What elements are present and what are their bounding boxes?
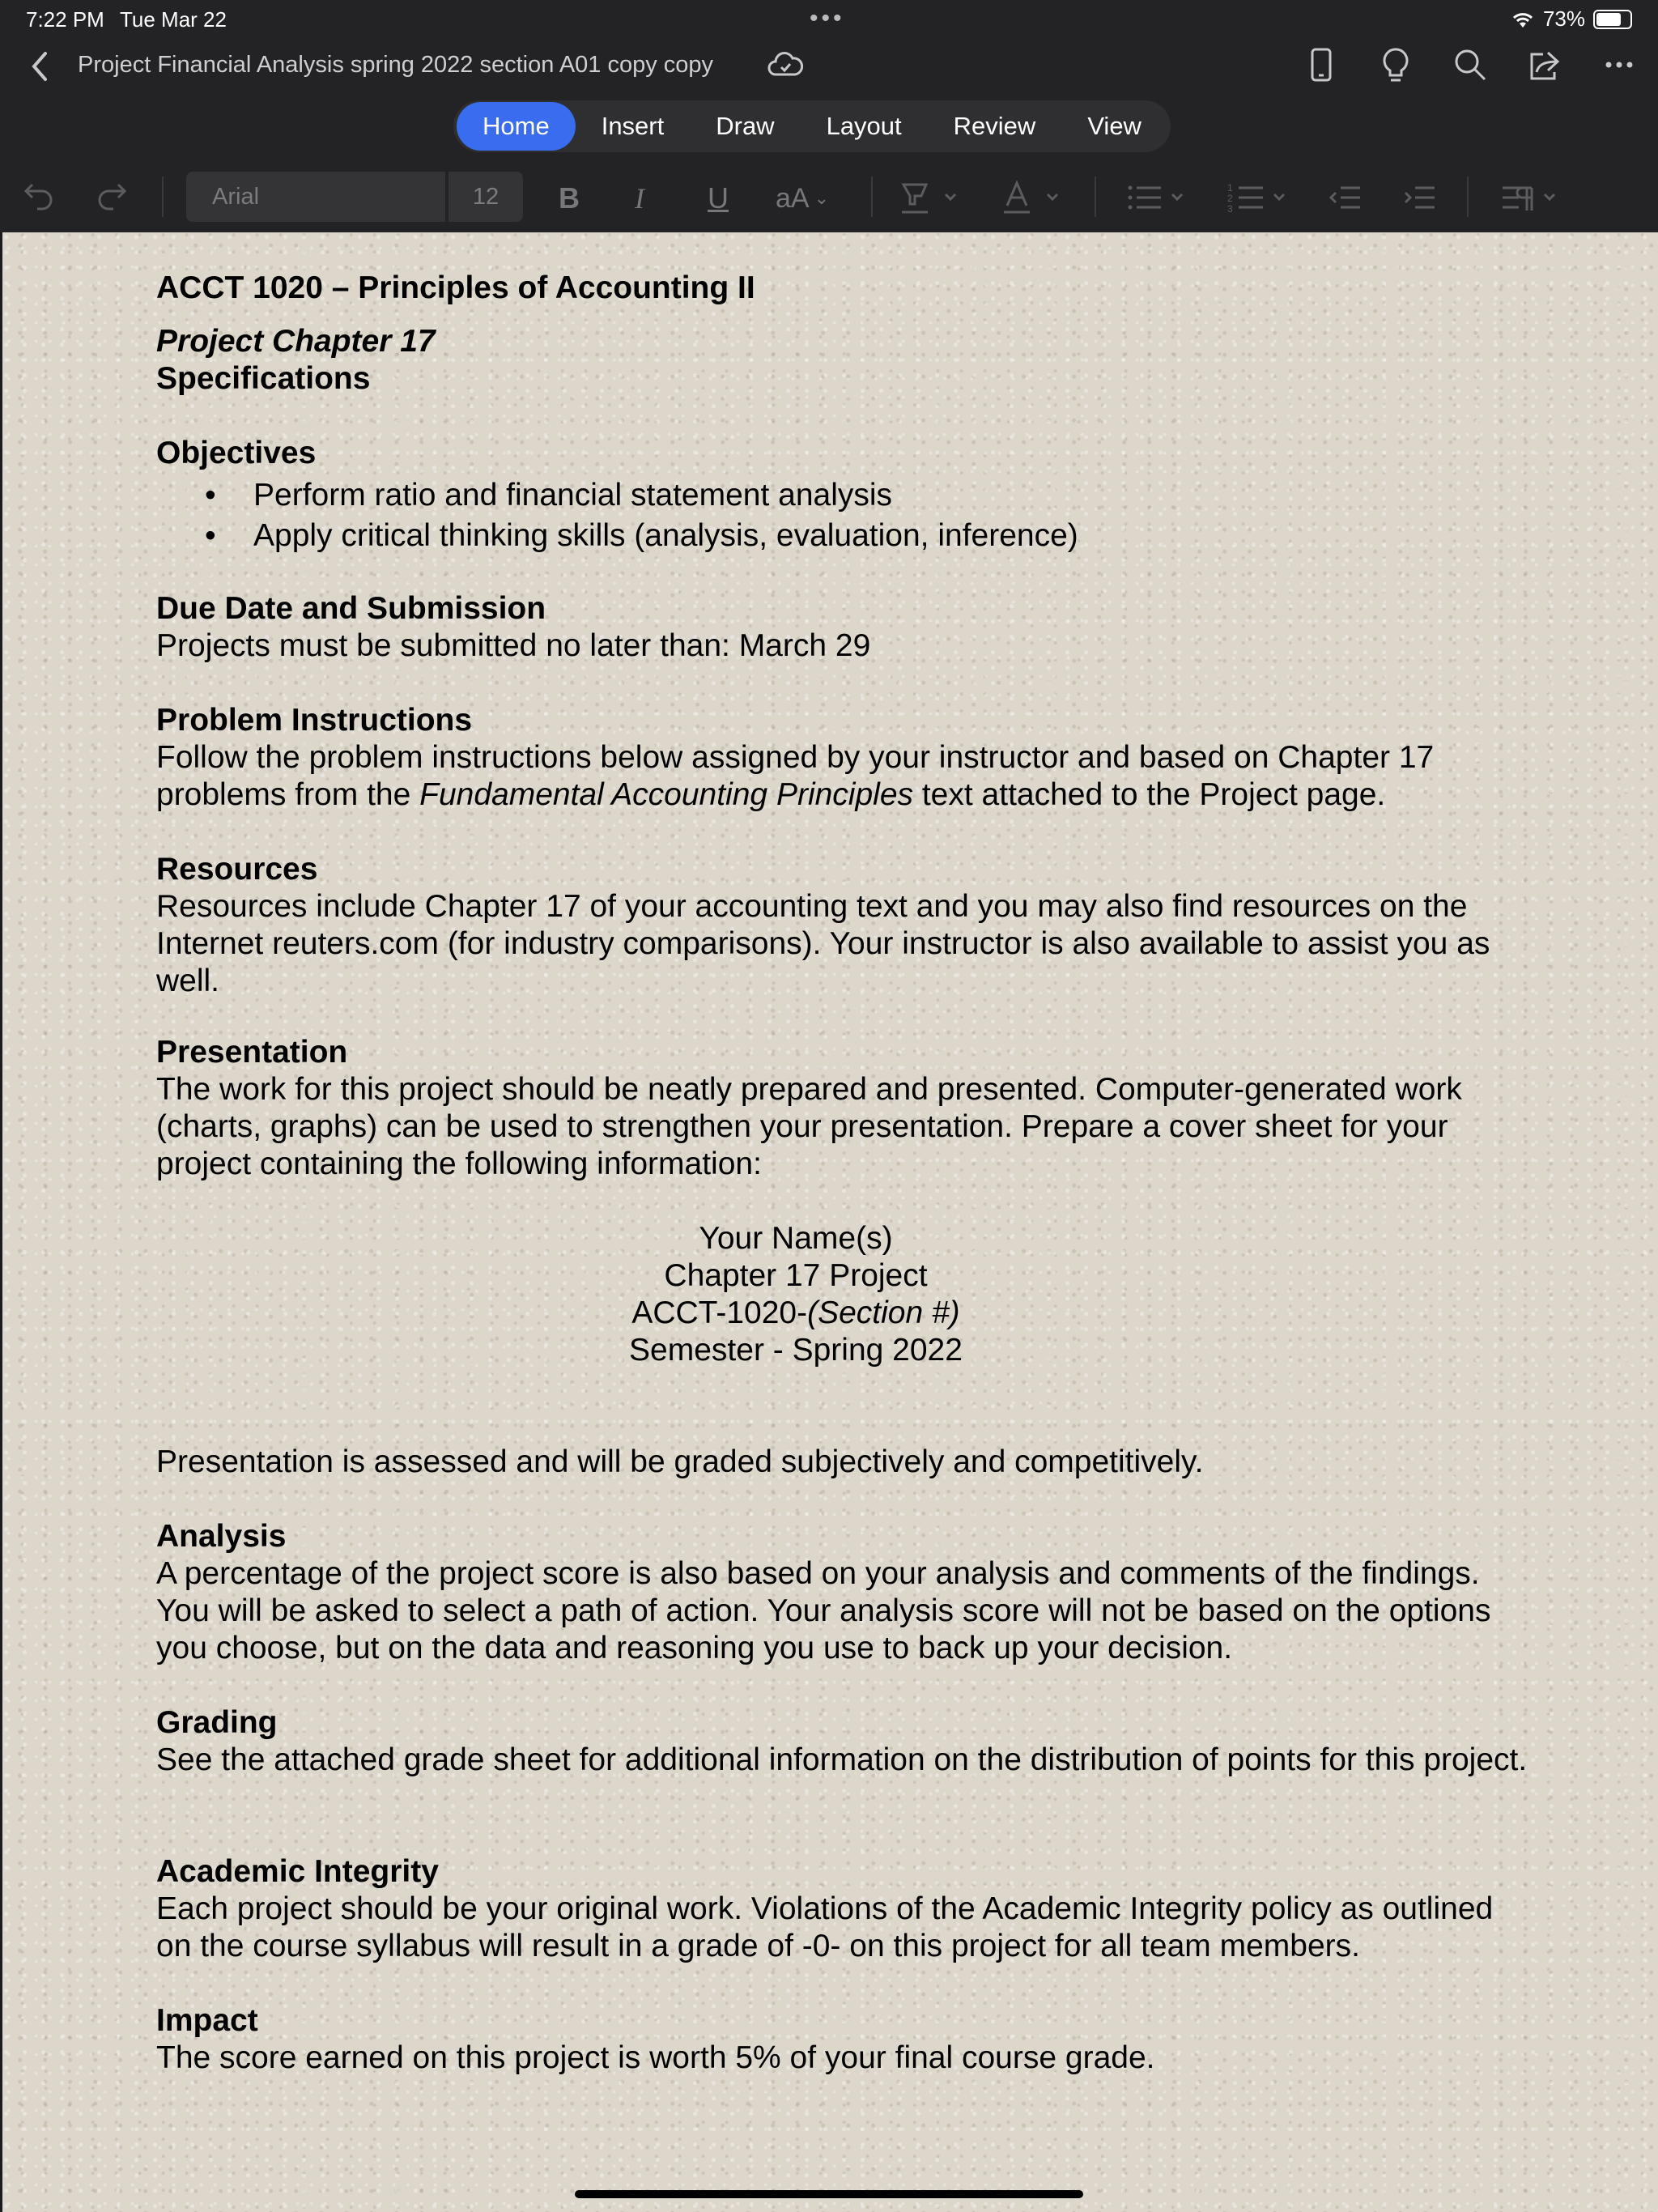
document-title[interactable]: Project Financial Analysis spring 2022 section A01 copy copy xyxy=(78,52,714,78)
bold-button[interactable]: B xyxy=(559,181,580,215)
highlighter-icon[interactable] xyxy=(899,180,963,215)
cover-sheet-block xyxy=(59,1220,1533,1369)
chevron-down-icon: ⌄ xyxy=(814,188,830,208)
problem-text-start: Follow the problem instructions below assigned by your instructor and based on Chapter 17 problems from the xyxy=(156,740,1435,812)
resources-heading: Resources xyxy=(156,852,318,887)
back-chevron-icon[interactable] xyxy=(24,47,57,86)
cover-course xyxy=(59,1295,1533,1332)
tab-review[interactable]: Review xyxy=(953,112,1036,140)
redo-icon[interactable] xyxy=(94,180,130,212)
cover-semester: Semester - Spring 2022 xyxy=(629,1333,963,1368)
document-body[interactable] xyxy=(156,270,1533,2077)
svg-text:1: 1 xyxy=(1227,182,1233,194)
cover-project: Chapter 17 Project xyxy=(664,1258,928,1293)
home-indicator[interactable] xyxy=(575,2190,1083,2198)
cover-course-code: ACCT-1020- xyxy=(631,1295,808,1330)
impact-heading: Impact xyxy=(156,2003,258,2038)
battery-icon xyxy=(1593,10,1632,29)
grading-heading: Grading xyxy=(156,1705,278,1740)
battery-percent: 73% xyxy=(1542,6,1585,31)
status-time: 7:22 PM xyxy=(26,7,104,32)
toolbar-divider xyxy=(1467,177,1469,217)
ribbon-tabs xyxy=(453,100,1171,152)
due-heading: Due Date and Submission xyxy=(156,591,546,626)
status-date: Tue Mar 22 xyxy=(120,7,227,32)
due-text: Projects must be submitted no later than: March 29 xyxy=(156,628,871,663)
svg-text:3: 3 xyxy=(1227,203,1233,215)
toolbar-divider xyxy=(1095,177,1096,217)
tab-home[interactable]: Home xyxy=(457,102,576,151)
search-icon[interactable] xyxy=(1449,42,1491,87)
resources-text: Resources include Chapter 17 of your accounting text and you may also find resources on the Internet reuters.com (for industry comparisons). Your instructor is also available to assist you as well. xyxy=(156,889,1490,998)
svg-text:2: 2 xyxy=(1227,193,1233,204)
cloud-sync-icon[interactable] xyxy=(766,49,805,81)
tab-view[interactable]: View xyxy=(1087,112,1141,140)
numbered-list-icon[interactable] xyxy=(1227,180,1292,215)
course-title: ACCT 1020 – Principles of Accounting II xyxy=(156,270,755,305)
analysis-heading: Analysis xyxy=(156,1519,287,1554)
app-header xyxy=(0,0,1658,232)
objectives-list xyxy=(156,475,1533,556)
presentation-text: The work for this project should be neatly prepared and presented. Computer-generated work (charts, graphs) can be used to strengthen your presentation. Prepare a cover sheet for your project containing the following information: xyxy=(156,1072,1462,1181)
objectives-heading: Objectives xyxy=(156,436,317,470)
title-bar-actions xyxy=(1300,42,1640,87)
bullet-list-icon[interactable] xyxy=(1125,180,1190,215)
wifi-icon xyxy=(1511,10,1535,29)
toolbar-divider xyxy=(871,177,873,217)
lightbulb-icon[interactable] xyxy=(1375,42,1417,87)
status-right xyxy=(1511,6,1632,32)
integrity-heading: Academic Integrity xyxy=(156,1854,439,1889)
toolbar-divider xyxy=(162,177,164,217)
italic-button[interactable]: I xyxy=(635,182,644,215)
paragraph-format-icon[interactable] xyxy=(1499,180,1564,215)
increase-indent-icon[interactable] xyxy=(1402,180,1438,215)
cover-name: Your Name(s) xyxy=(699,1221,893,1256)
problem-text xyxy=(156,739,1533,814)
text-case-label: aA xyxy=(776,182,810,214)
font-size-field[interactable]: 12 xyxy=(449,172,523,222)
tab-draw[interactable]: Draw xyxy=(716,112,775,140)
font-color-icon[interactable] xyxy=(1001,180,1065,215)
integrity-text: Each project should be your original work. Violations of the Academic Integrity policy as outlined on the course syllabus will result in a grade of -0- on this project for all team members. xyxy=(156,1891,1494,1963)
grading-text: See the attached grade sheet for additional information on the distribution of points for this project. xyxy=(156,1742,1528,1777)
list-item: • Apply critical thinking skills (analysis, evaluation, inference) xyxy=(156,516,1533,556)
project-line: Project Chapter 17 xyxy=(156,324,436,359)
undo-icon[interactable] xyxy=(21,180,57,212)
tab-layout[interactable]: Layout xyxy=(826,112,902,140)
impact-text: The score earned on this project is worth 5% of your final course grade. xyxy=(156,2040,1155,2075)
problem-text-end: text attached to the Project page. xyxy=(913,777,1386,812)
underline-button[interactable]: U xyxy=(708,181,729,215)
presentation-assessed: Presentation is assessed and will be graded subjectively and competitively. xyxy=(156,1444,1204,1479)
title-bar xyxy=(0,42,1658,91)
book-title: Fundamental Accounting Principles xyxy=(419,777,914,812)
share-icon[interactable] xyxy=(1524,42,1566,87)
font-name-field[interactable]: Arial xyxy=(186,172,445,222)
presentation-heading: Presentation xyxy=(156,1035,348,1070)
status-bar xyxy=(0,0,1658,39)
analysis-text: A percentage of the project score is also based on your analysis and comments of the findings. You will be asked to select a path of action. Your analysis score will not be based on the options you choose, but on the data and reasoning you use to back up your decision. xyxy=(156,1556,1491,1665)
tab-insert[interactable]: Insert xyxy=(601,112,665,140)
problem-heading: Problem Instructions xyxy=(156,703,473,738)
more-options-icon[interactable] xyxy=(1598,42,1640,87)
list-item: • Perform ratio and financial statement analysis xyxy=(156,475,1533,516)
mobile-view-icon[interactable] xyxy=(1300,42,1342,87)
specifications-line: Specifications xyxy=(156,361,371,396)
cover-section: (Section #) xyxy=(807,1295,960,1330)
decrease-indent-icon[interactable] xyxy=(1328,180,1363,215)
multitasking-dots-icon[interactable]: ••• xyxy=(810,5,845,32)
text-case-button[interactable] xyxy=(776,174,829,223)
